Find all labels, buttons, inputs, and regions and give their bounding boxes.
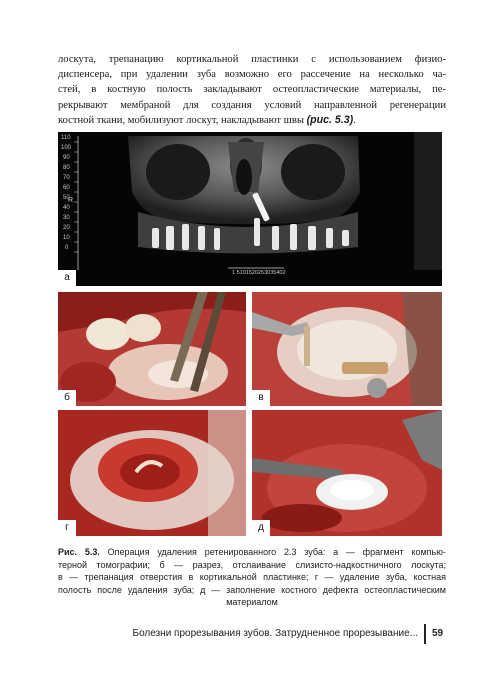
caption-line: полость после удаления зуба; д — заполнение костного дефекта остеопластическим [58,584,446,595]
ct-scale-text: 1 5101520253035402 [232,270,286,276]
ct-scan-graphic [58,132,442,286]
photo-tooth-removed-graphic [58,410,246,536]
photo-trepanation [252,292,442,406]
ct-scan-image [58,132,442,286]
figure-reference: (рис. 5.3) [306,113,354,126]
figure-label-d: д [252,520,270,536]
paragraph-line: лоскута, трепанацию кортикальной пластинки с использованием физио- [58,54,446,65]
page-footer [0,624,500,644]
ruler-tick-label: 100 [61,145,72,151]
figure-caption [58,546,446,609]
figure-label-a: а [58,270,76,286]
ruler-tick-label: 30 [63,215,70,221]
paragraph-end: . [353,114,356,126]
caption-line: терной томографии; б — разрез, отслаивание слизисто-надкостничного лоскута; [58,559,446,570]
caption-line: материалом [226,597,278,608]
paragraph-line: стей, в костную полость закладывают остеопластические материалы, пе- [58,84,446,96]
ruler-tick-label: 90 [63,155,70,161]
ruler-tick-label: 50 [63,195,70,201]
caption-line [58,546,446,559]
footer-divider [424,624,426,644]
body-paragraph [58,52,446,128]
figure-label-g: г [58,520,76,536]
ct-side-r: R [68,197,74,204]
caption-line-text: Операция удаления ретенированного 2.3 зуба: а — фрагмент компью- [99,547,446,557]
caption-figure-number: Рис. 5.3. [58,547,100,557]
paragraph-last-line [58,113,446,128]
photo-incision [58,292,246,406]
caption-line: в — трепанация отверстия в кортикальной пластинке; г — удаление зуба, костная [58,572,446,583]
photo-bone-graft [252,410,442,536]
ruler-tick-label: 0 [65,245,69,251]
ruler-tick-label: 40 [63,205,70,211]
photo-incision-graphic [58,292,246,406]
photo-tooth-removed [58,410,246,536]
paragraph-line: диспенсера, при удалении зуба возможно его рассечение на несколько ча- [58,69,446,81]
running-title: Болезни прорезывания зубов. Затрудненное прорезывание... [132,628,418,639]
ruler-tick-label: 110 [61,135,71,141]
paragraph-line: костной ткани, мобилизуют лоскут, накладывают швы [58,114,307,126]
ruler-tick-label: 70 [63,175,70,181]
photo-trepanation-graphic [252,292,442,406]
ruler-tick-label: 80 [63,165,70,171]
ruler-tick-label: 60 [63,185,70,191]
page-number: 59 [432,628,444,639]
ruler-tick-label: 20 [63,225,70,231]
figure-label-b: б [58,390,76,406]
figure-label-v: в [252,390,270,406]
photo-bone-graft-graphic [252,410,442,536]
ruler-tick-label: 10 [63,235,70,241]
paragraph-line: рекрывают мембраной для создания условий направленной регенерации [58,99,446,111]
